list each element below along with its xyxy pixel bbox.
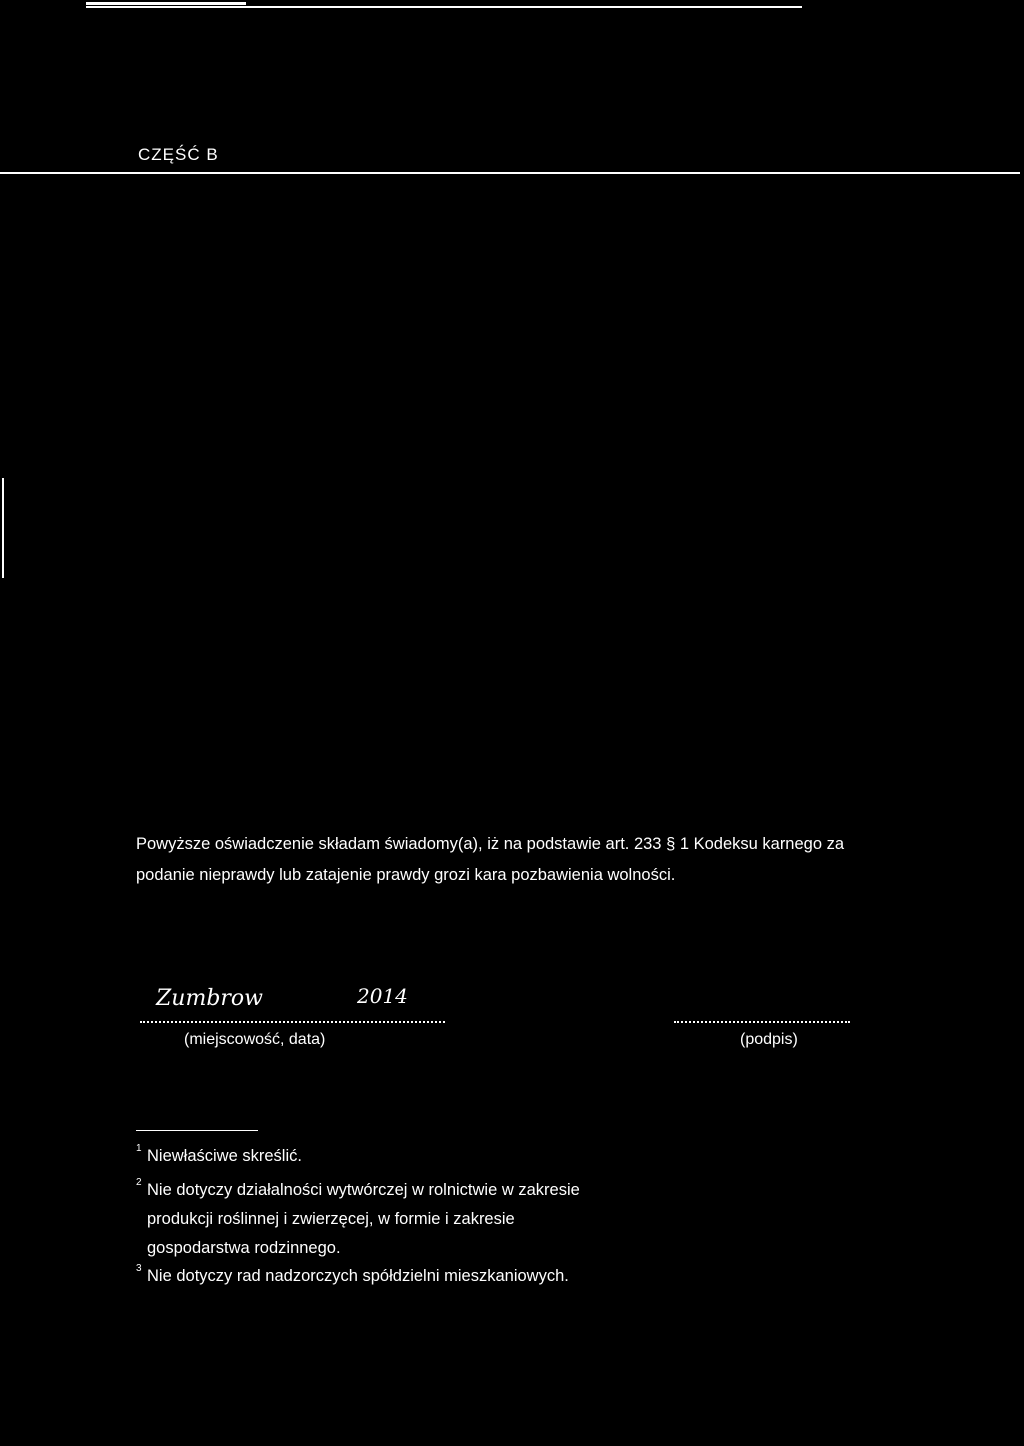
scan-artifact-top-thick xyxy=(86,2,246,5)
statement-line-2: podanie nieprawdy lub zatajenie prawdy grozi kara pozbawienia wolności. xyxy=(136,866,676,884)
signature-label: (podpis) xyxy=(740,1031,798,1048)
handwritten-year: 2014 xyxy=(357,984,408,1008)
footnote-text: Nie dotyczy działalności wytwórczej w rolnictwie w zakresie xyxy=(147,1181,580,1199)
statement-line-1: Powyższe oświadczenie składam świadomy(a), iż na podstawie art. 233 § 1 Kodeksu karnego za xyxy=(136,835,845,853)
place-date-label: (miejscowość, data) xyxy=(184,1031,326,1048)
footnote-2-continued: gospodarstwa rodzinnego. xyxy=(147,1239,341,1257)
handwritten-place: Zumbrow xyxy=(156,986,263,1011)
legal-statement xyxy=(136,829,876,891)
footnote-text: Niewłaściwe skreślić. xyxy=(147,1147,302,1165)
footnote-number: 1 xyxy=(136,1143,142,1154)
scan-artifact-top xyxy=(86,6,802,8)
footnote-number: 2 xyxy=(136,1177,142,1188)
footnote-2-continued: produkcji roślinnej i zwierzęcej, w formie i zakresie xyxy=(147,1210,515,1228)
scan-edge-mark xyxy=(2,478,4,578)
footnote-2 xyxy=(136,1178,836,1202)
header-divider xyxy=(0,172,1020,174)
section-title: CZĘŚĆ B xyxy=(138,145,219,164)
footnote-number: 3 xyxy=(136,1263,142,1274)
footnote-divider xyxy=(136,1130,258,1131)
footnotes xyxy=(136,1144,836,1288)
footnote-3 xyxy=(136,1264,836,1288)
signature-field xyxy=(674,999,850,1023)
footnote-text: Nie dotyczy rad nadzorczych spółdzielni mieszkaniowych. xyxy=(147,1267,569,1285)
footnote-1 xyxy=(136,1144,836,1168)
